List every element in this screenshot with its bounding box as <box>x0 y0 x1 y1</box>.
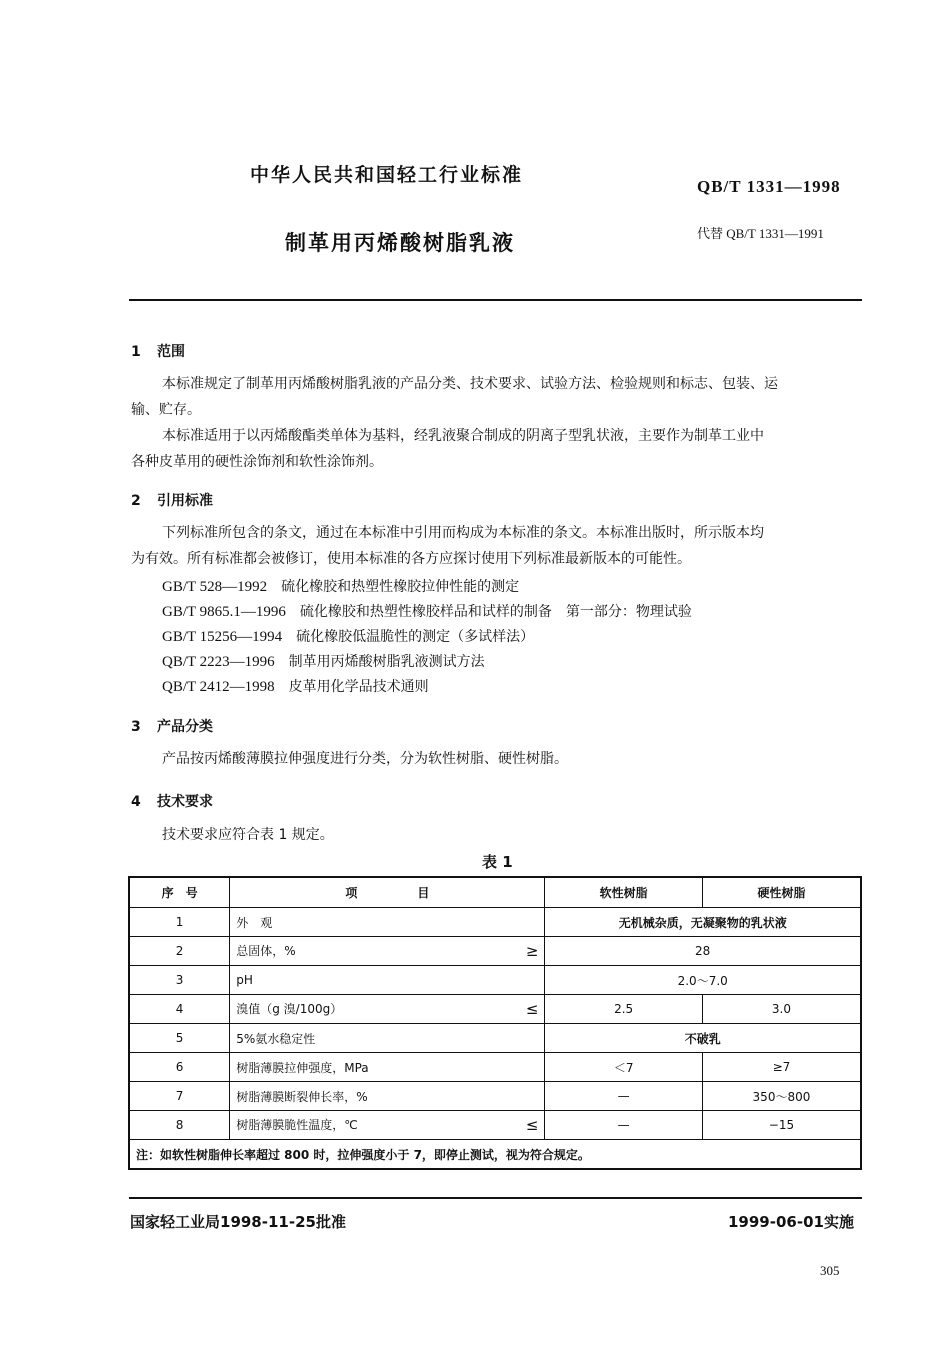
table-note-row <box>129 1140 861 1170</box>
standard-code: QB/T 1331—1998 <box>697 177 841 196</box>
reference-title: 皮革用化学品技术通则 <box>288 679 429 695</box>
reference-title: 硫化橡胶低温脆性的测定（多试样法） <box>296 629 535 645</box>
section-number: 2 <box>131 493 141 509</box>
item-label: pH <box>236 973 253 987</box>
approval-line: 国家轻工业局1998-11-25批准 <box>130 1213 346 1231</box>
page-number: 305 <box>820 1263 840 1278</box>
section-number: 1 <box>131 344 141 360</box>
row-no: 8 <box>129 1111 230 1140</box>
reference-code: GB/T 528—1992 <box>162 579 268 595</box>
table-row <box>129 1024 861 1053</box>
section-4-heading <box>131 791 213 811</box>
section-title: 引用标准 <box>157 493 213 509</box>
row-no: 1 <box>129 908 230 937</box>
row-item <box>230 1111 545 1140</box>
section-2-heading <box>131 490 213 510</box>
row-value-hard: 350～800 <box>702 1082 861 1111</box>
table-header-row <box>129 877 861 908</box>
table-row <box>129 995 861 1024</box>
reference-item <box>162 576 519 596</box>
header-divider <box>129 299 862 301</box>
row-value-soft: 2.5 <box>545 995 703 1024</box>
section-number: 3 <box>131 719 141 735</box>
row-item <box>230 966 545 995</box>
row-item <box>230 937 545 966</box>
section-title: 技术要求 <box>157 794 213 810</box>
section-1-paragraph-2-line-2: 各种皮革用的硬性涂饰剂和软性涂饰剂。 <box>131 454 383 470</box>
row-no: 7 <box>129 1082 230 1111</box>
reference-code: QB/T 2223—1996 <box>162 654 275 670</box>
table-row <box>129 908 861 937</box>
item-label: 5%氨水稳定性 <box>236 1031 316 1046</box>
reference-code: GB/T 15256—1994 <box>162 629 283 645</box>
reference-code: GB/T 9865.1—1996 <box>162 604 286 620</box>
section-1-paragraph-1-line-2: 输、贮存。 <box>131 402 201 418</box>
row-no: 4 <box>129 995 230 1024</box>
row-value-soft: — <box>545 1111 703 1140</box>
table-note: 注：如软性树脂伸长率超过 800 时，拉伸强度小于 7，即停止测试，视为符合规定。 <box>129 1140 861 1170</box>
row-value-hard: 3.0 <box>702 995 861 1024</box>
reference-code: QB/T 2412—1998 <box>162 679 275 695</box>
table-row <box>129 1111 861 1140</box>
row-value-merged: 无机械杂质，无凝聚物的乳状液 <box>545 908 861 937</box>
section-title: 产品分类 <box>157 719 213 735</box>
table-caption: 表 1 <box>482 853 513 871</box>
row-no: 3 <box>129 966 230 995</box>
row-no: 6 <box>129 1053 230 1082</box>
replaces-note: 代替 QB/T 1331—1991 <box>697 226 824 241</box>
item-label: 树脂薄膜拉伸强度，MPa <box>236 1060 369 1075</box>
section-3-paragraph: 产品按丙烯酸薄膜拉伸强度进行分类，分为软性树脂、硬性树脂。 <box>162 751 568 767</box>
reference-title: 硫化橡胶和热塑性橡胶样品和试样的制备 第一部分：物理试验 <box>299 604 692 620</box>
footer-divider <box>129 1197 862 1199</box>
table-row <box>129 966 861 995</box>
table-row <box>129 1053 861 1082</box>
row-value-hard: ≥7 <box>702 1053 861 1082</box>
row-no: 2 <box>129 937 230 966</box>
item-label: 树脂薄膜断裂伸长率，% <box>236 1089 368 1104</box>
table-row <box>129 1082 861 1111</box>
section-2-paragraph-line-1: 下列标准所包含的条文，通过在本标准中引用而构成为本标准的条文。本标准出版时，所示版本均 <box>162 525 764 541</box>
row-value-soft: ＜7 <box>545 1053 703 1082</box>
row-value-merged: 2.0～7.0 <box>545 966 861 995</box>
section-title: 范围 <box>157 344 185 360</box>
row-value-merged: 不破乳 <box>545 1024 861 1053</box>
row-item <box>230 1024 545 1053</box>
reference-item <box>162 601 692 621</box>
item-label: 总固体，% <box>236 944 296 958</box>
reference-title: 硫化橡胶和热塑性橡胶拉伸性能的测定 <box>281 579 520 595</box>
section-number: 4 <box>131 794 141 810</box>
reference-item <box>162 626 534 646</box>
header-hard-resin: 硬性树脂 <box>702 877 861 908</box>
org-title: 中华人民共和国轻工行业标准 <box>250 164 524 186</box>
header-no: 序 号 <box>129 877 230 908</box>
section-2-paragraph-line-2: 为有效。所有标准都会被修订，使用本标准的各方应探讨使用下列标准最新版本的可能性。 <box>131 551 691 567</box>
row-item <box>230 1053 545 1082</box>
row-item <box>230 908 545 937</box>
section-1-paragraph-2-line-1: 本标准适用于以丙烯酸酯类单体为基料，经乳液聚合制成的阴离子型乳状液，主要作为制革工业中 <box>162 428 764 444</box>
comparison-symbol: ≤ <box>525 1116 539 1134</box>
section-1-heading <box>131 341 185 361</box>
item-label: 树脂薄膜脆性温度，℃ <box>236 1118 358 1132</box>
reference-item <box>162 676 429 696</box>
header-soft-resin: 软性树脂 <box>545 877 703 908</box>
implementation-date: 1999-06-01实施 <box>728 1213 854 1231</box>
section-1-paragraph-1-line-1: 本标准规定了制革用丙烯酸树脂乳液的产品分类、技术要求、试验方法、检验规则和标志、包装、运 <box>162 376 778 392</box>
item-label: 溴值（g 溴/100g） <box>236 1002 343 1016</box>
section-4-paragraph: 技术要求应符合表 1 规定。 <box>162 827 334 843</box>
header-item: 项 目 <box>230 877 545 908</box>
comparison-symbol: ≤ <box>525 1000 539 1018</box>
table-row <box>129 937 861 966</box>
reference-title: 制革用丙烯酸树脂乳液测试方法 <box>288 654 485 670</box>
row-value-hard: −15 <box>702 1111 861 1140</box>
comparison-symbol: ≥ <box>525 942 539 960</box>
spec-table <box>128 876 862 1170</box>
section-3-heading <box>131 716 213 736</box>
reference-item <box>162 651 485 671</box>
row-item <box>230 995 545 1024</box>
item-label: 外 观 <box>236 915 273 930</box>
row-value-soft: — <box>545 1082 703 1111</box>
row-value-merged: 28 <box>545 937 861 966</box>
row-item <box>230 1082 545 1111</box>
document-title: 制革用丙烯酸树脂乳液 <box>285 231 515 255</box>
row-no: 5 <box>129 1024 230 1053</box>
